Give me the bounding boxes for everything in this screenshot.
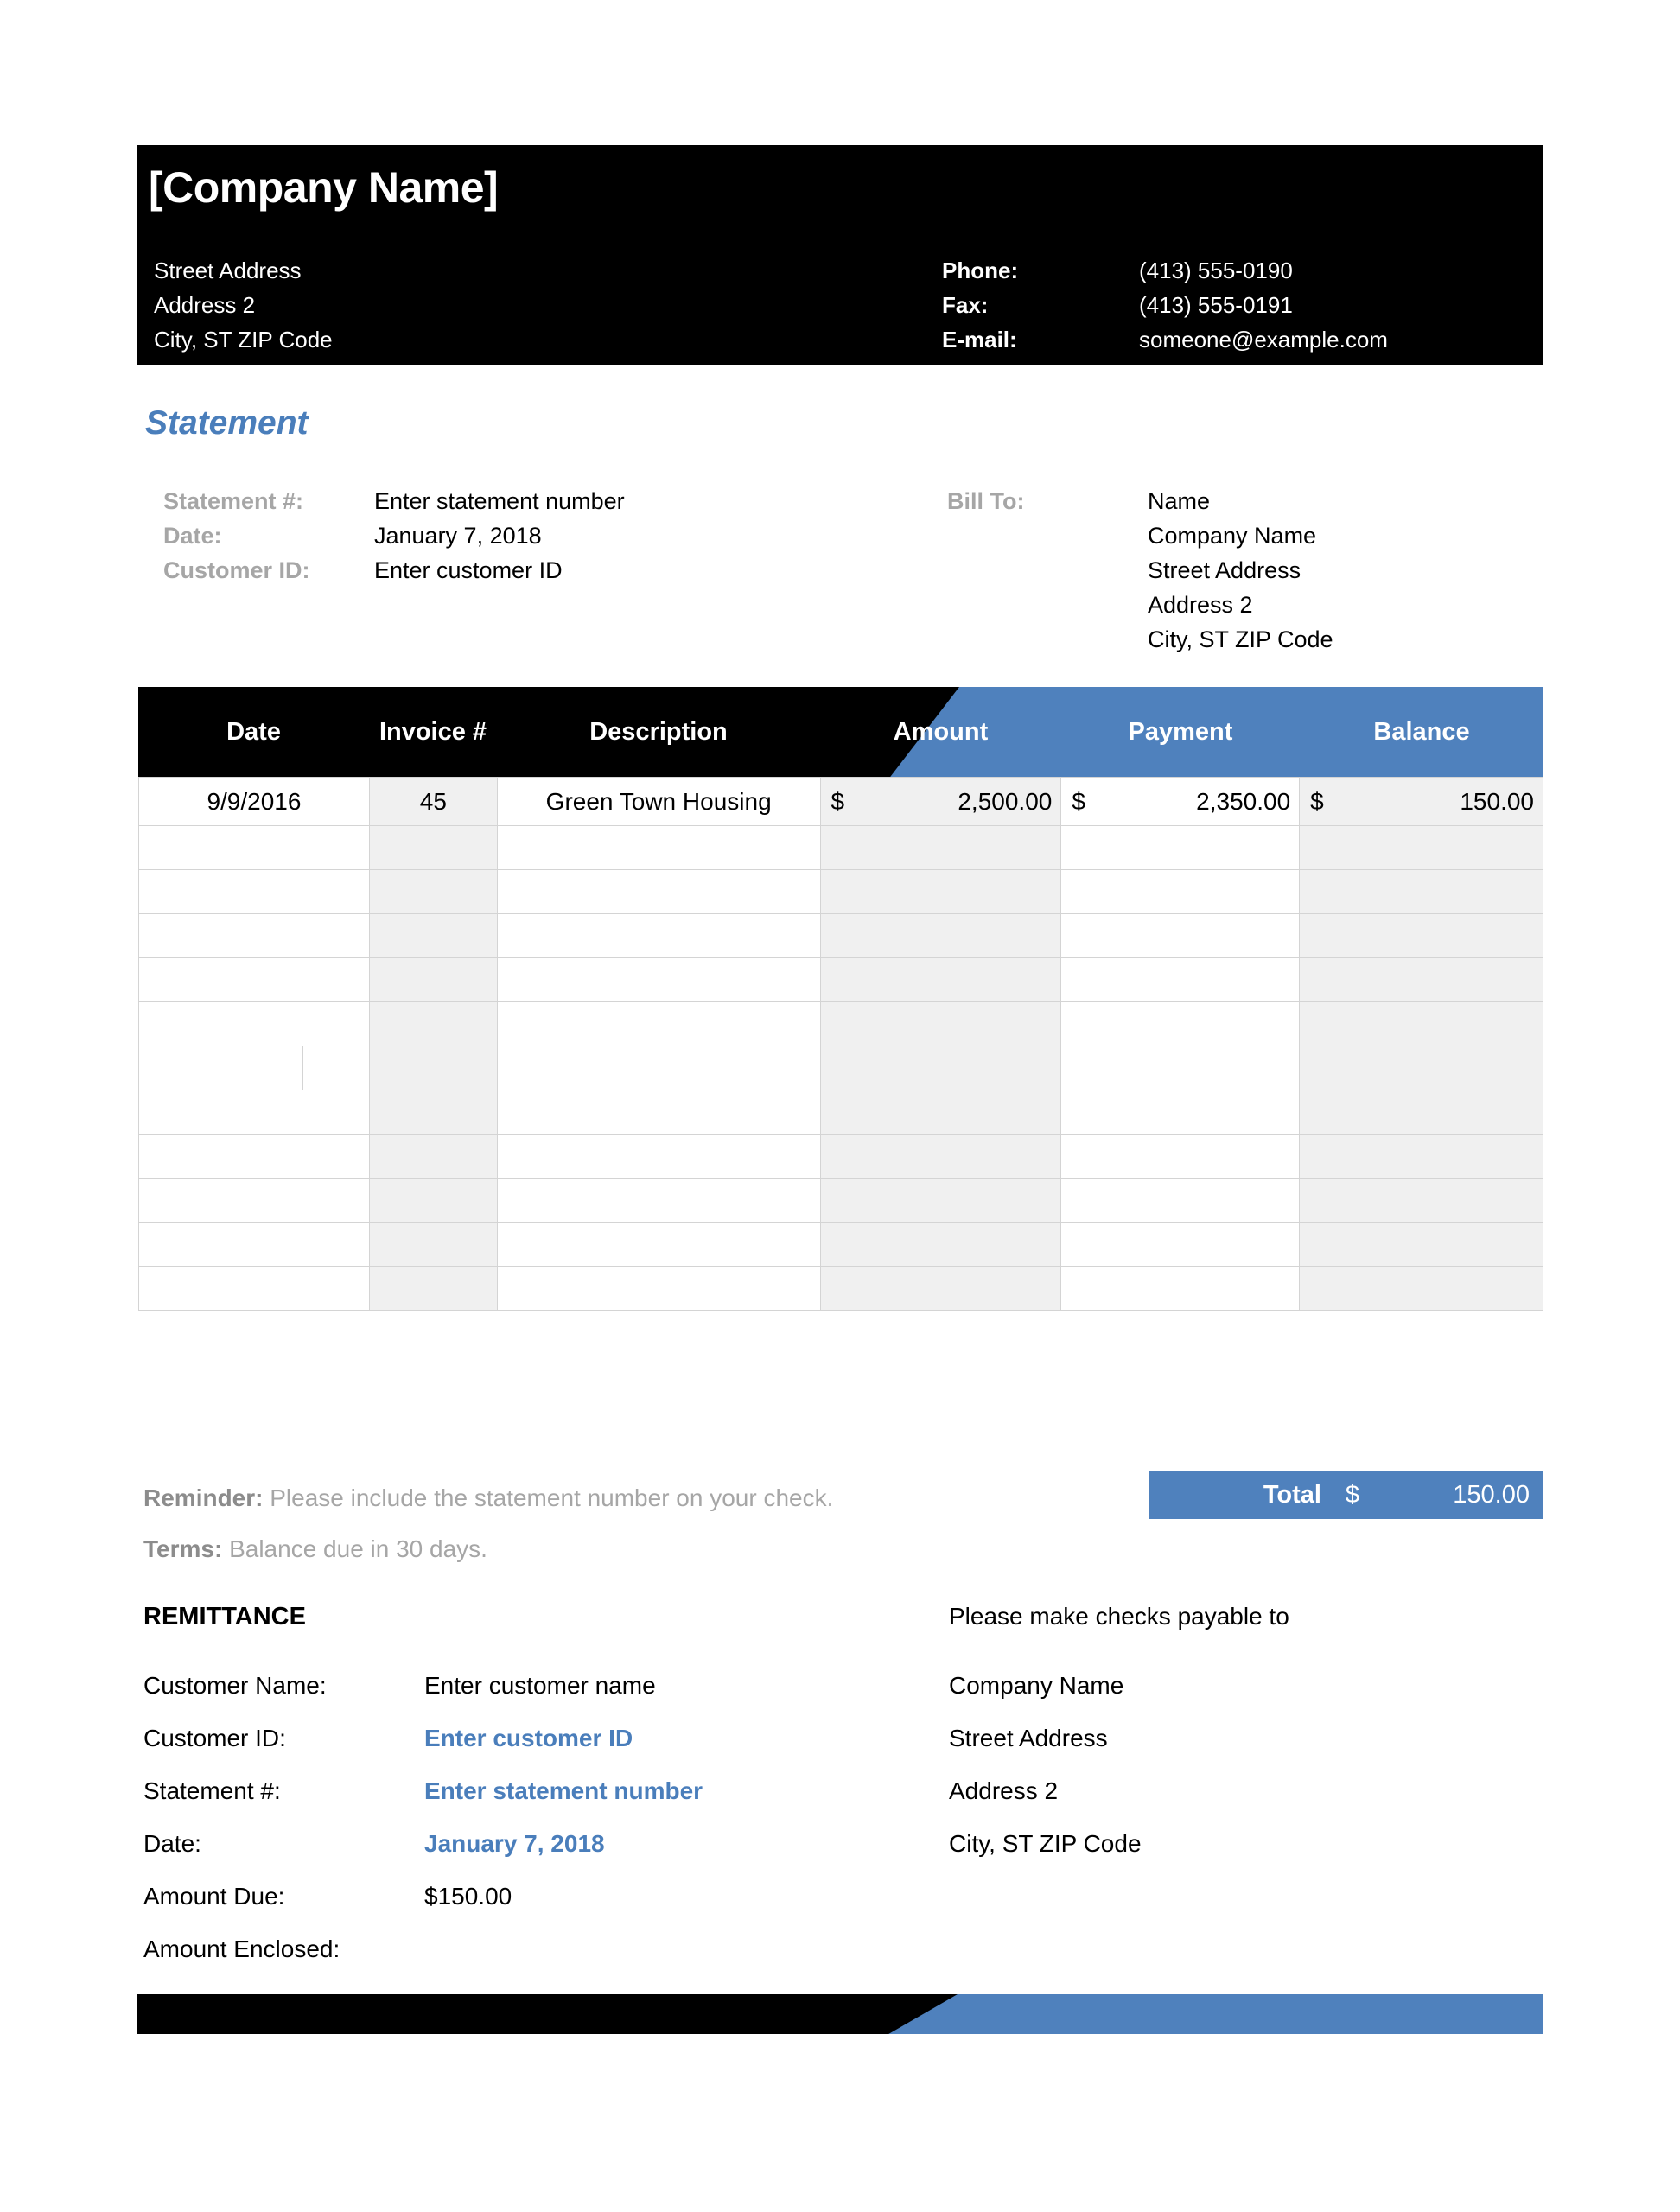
cell-balance[interactable] [1300, 1046, 1543, 1090]
cell-amount[interactable] [820, 1002, 1061, 1046]
table-row[interactable] [139, 778, 1543, 826]
cell-amount[interactable] [820, 870, 1061, 914]
cell-description[interactable] [497, 914, 820, 958]
cell-description[interactable] [497, 958, 820, 1002]
fax-label: Fax: [942, 292, 989, 318]
cell-payment[interactable] [1061, 1223, 1300, 1267]
remit-date-value[interactable]: January 7, 2018 [424, 1830, 605, 1857]
bill-to-line: Name [1148, 488, 1211, 514]
cell-amount[interactable] [820, 826, 1061, 870]
cell-invoice[interactable] [369, 1135, 497, 1179]
cell-description[interactable] [497, 1002, 820, 1046]
cell-date[interactable] [139, 1135, 370, 1179]
cell-date[interactable]: 9/9/2016 [139, 778, 370, 826]
cell-balance[interactable] [1300, 1135, 1543, 1179]
remit-customer-id-value[interactable]: Enter customer ID [424, 1725, 633, 1751]
cell-payment[interactable] [1061, 778, 1300, 826]
total-label: Total [1263, 1480, 1321, 1509]
document-footer-band [137, 1994, 1543, 2034]
table-row[interactable] [139, 1002, 1543, 1046]
payable-heading: Please make checks payable to [949, 1603, 1289, 1630]
total-row [1149, 1471, 1543, 1519]
company-contact-block [942, 253, 1388, 357]
remit-amount-due-value: $150.00 [424, 1883, 512, 1910]
currency-symbol: $ [830, 787, 845, 815]
cell-balance[interactable] [1300, 1223, 1543, 1267]
page-title: Statement [145, 404, 309, 442]
footer-black-wedge [137, 1994, 958, 2034]
cell-payment[interactable] [1061, 914, 1300, 958]
cell-amount[interactable] [820, 1046, 1061, 1090]
cell-description[interactable] [497, 1223, 820, 1267]
cell-payment[interactable] [1061, 1002, 1300, 1046]
statement-date-label: Date: [163, 523, 222, 549]
cell-balance[interactable] [1300, 1002, 1543, 1046]
currency-symbol: $ [1310, 787, 1324, 815]
reminder-note [143, 1484, 833, 1512]
statement-meta-block [163, 484, 625, 588]
column-header-amount: Amount [893, 717, 989, 746]
remit-customer-id-label: Customer ID: [143, 1725, 286, 1751]
column-header-payment: Payment [1128, 717, 1233, 746]
cell-date-split[interactable] [139, 1046, 370, 1090]
cell-amount[interactable] [820, 1267, 1061, 1311]
company-address-line: City, ST ZIP Code [154, 327, 333, 353]
cell-payment-value: 2,350.00 [1196, 787, 1291, 815]
table-row[interactable] [139, 826, 1543, 870]
cell-description[interactable] [497, 1267, 820, 1311]
cell-payment[interactable] [1061, 1090, 1300, 1135]
cell-invoice[interactable] [369, 914, 497, 958]
company-name: [Company Name] [149, 163, 499, 212]
document-header-band [137, 145, 1543, 365]
cell-invoice[interactable] [369, 1179, 497, 1223]
total-value: 150.00 [1453, 1480, 1530, 1509]
terms-label: Terms: [143, 1535, 223, 1562]
payable-line: Address 2 [949, 1777, 1059, 1804]
cell-payment[interactable] [1061, 1135, 1300, 1179]
company-address-block [154, 253, 333, 357]
table-row[interactable] [139, 1046, 1543, 1090]
cell-invoice[interactable] [369, 1046, 497, 1090]
cell-amount[interactable] [820, 1179, 1061, 1223]
statement-number-value: Enter statement number [374, 488, 625, 514]
remit-statement-number-value[interactable]: Enter statement number [424, 1777, 703, 1804]
cell-amount[interactable] [820, 914, 1061, 958]
table-row[interactable] [139, 1223, 1543, 1267]
phone-label: Phone: [942, 257, 1019, 283]
cell-invoice[interactable]: 45 [369, 778, 497, 826]
cell-amount-value: 2,500.00 [958, 787, 1053, 815]
column-header-description: Description [589, 717, 728, 746]
table-body [138, 777, 1543, 1311]
bill-to-line: Street Address [1148, 557, 1301, 583]
cell-date-split-right[interactable] [303, 1046, 369, 1090]
payable-address [949, 1659, 1142, 1870]
bill-to-block [947, 484, 1333, 657]
phone-value: (413) 555-0190 [1139, 257, 1293, 283]
remit-customer-name-value[interactable]: Enter customer name [424, 1672, 656, 1699]
cell-amount[interactable] [820, 958, 1061, 1002]
payable-line: Company Name [949, 1672, 1124, 1699]
table-row[interactable] [139, 958, 1543, 1002]
cell-balance[interactable] [1300, 826, 1543, 870]
reminder-label: Reminder: [143, 1484, 264, 1511]
cell-balance[interactable] [1300, 1179, 1543, 1223]
cell-description[interactable] [497, 1090, 820, 1135]
cell-date-split-left[interactable] [139, 1046, 303, 1090]
customer-id-value: Enter customer ID [374, 557, 563, 583]
column-header-date: Date [226, 717, 281, 746]
cell-description[interactable] [497, 870, 820, 914]
remit-date-label: Date: [143, 1830, 201, 1857]
statement-number-label: Statement #: [163, 488, 304, 514]
terms-note [143, 1535, 487, 1563]
cell-date[interactable] [139, 958, 370, 1002]
cell-amount[interactable] [820, 778, 1061, 826]
email-label: E-mail: [942, 327, 1017, 353]
table-row[interactable] [139, 870, 1543, 914]
cell-date[interactable] [139, 1223, 370, 1267]
cell-invoice[interactable] [369, 1090, 497, 1135]
cell-payment[interactable] [1061, 1046, 1300, 1090]
cell-description[interactable] [497, 1179, 820, 1223]
cell-description[interactable] [497, 1046, 820, 1090]
reminder-text: Please include the statement number on your check. [270, 1484, 834, 1511]
cell-payment[interactable] [1061, 826, 1300, 870]
company-address-line: Street Address [154, 257, 302, 283]
cell-date[interactable] [139, 1090, 370, 1135]
cell-date[interactable] [139, 1002, 370, 1046]
bill-to-line: City, ST ZIP Code [1148, 626, 1333, 652]
remit-amount-due-label: Amount Due: [143, 1883, 285, 1910]
statement-date-value: January 7, 2018 [374, 523, 542, 549]
remit-customer-name-label: Customer Name: [143, 1672, 327, 1699]
cell-amount[interactable] [820, 1135, 1061, 1179]
table-row[interactable] [139, 1179, 1543, 1223]
currency-symbol: $ [1072, 787, 1085, 815]
table-header-row [138, 687, 1543, 777]
cell-description[interactable]: Green Town Housing [497, 778, 820, 826]
email-value: someone@example.com [1139, 327, 1388, 353]
cell-description[interactable] [497, 1135, 820, 1179]
table-row[interactable] [139, 1135, 1543, 1179]
bill-to-label: Bill To: [947, 488, 1025, 514]
remit-amount-enclosed-value[interactable] [424, 1923, 703, 1975]
company-address-line: Address 2 [154, 292, 256, 318]
column-header-balance: Balance [1373, 717, 1470, 746]
cell-date[interactable] [139, 826, 370, 870]
cell-payment[interactable] [1061, 958, 1300, 1002]
cell-balance[interactable] [1300, 1267, 1543, 1311]
bill-to-line: Address 2 [1148, 592, 1253, 618]
cell-payment[interactable] [1061, 870, 1300, 914]
cell-balance[interactable] [1300, 1090, 1543, 1135]
cell-amount[interactable] [820, 1223, 1061, 1267]
cell-payment[interactable] [1061, 1179, 1300, 1223]
table-row[interactable] [139, 914, 1543, 958]
cell-invoice[interactable] [369, 870, 497, 914]
cell-amount[interactable] [820, 1090, 1061, 1135]
remit-statement-number-label: Statement #: [143, 1777, 281, 1804]
cell-balance[interactable] [1300, 958, 1543, 1002]
cell-balance[interactable] [1300, 778, 1543, 826]
cell-description[interactable] [497, 826, 820, 870]
bill-to-line: Company Name [1148, 523, 1317, 549]
cell-invoice[interactable] [369, 958, 497, 1002]
cell-invoice[interactable] [369, 826, 497, 870]
cell-date[interactable] [139, 870, 370, 914]
remittance-heading: REMITTANCE [143, 1603, 306, 1630]
cell-date[interactable] [139, 1179, 370, 1223]
cell-balance[interactable] [1300, 870, 1543, 914]
column-header-invoice: Invoice # [379, 717, 487, 746]
remittance-fields [143, 1659, 703, 1975]
cell-invoice[interactable] [369, 1267, 497, 1311]
cell-invoice[interactable] [369, 1223, 497, 1267]
table-row[interactable] [139, 1267, 1543, 1311]
cell-balance[interactable] [1300, 914, 1543, 958]
payable-line: City, ST ZIP Code [949, 1830, 1142, 1857]
cell-date[interactable] [139, 914, 370, 958]
cell-date[interactable] [139, 1267, 370, 1311]
fax-value: (413) 555-0191 [1139, 292, 1293, 318]
payable-line: Street Address [949, 1725, 1108, 1751]
table-row[interactable] [139, 1090, 1543, 1135]
cell-balance-value: 150.00 [1460, 787, 1534, 815]
currency-symbol: $ [1345, 1480, 1360, 1509]
terms-text: Balance due in 30 days. [229, 1535, 487, 1562]
cell-payment[interactable] [1061, 1267, 1300, 1311]
bill-to-address [1148, 484, 1333, 657]
remit-amount-enclosed-label: Amount Enclosed: [143, 1936, 340, 1962]
line-items-table [138, 687, 1543, 1311]
cell-invoice[interactable] [369, 1002, 497, 1046]
customer-id-label: Customer ID: [163, 557, 310, 583]
